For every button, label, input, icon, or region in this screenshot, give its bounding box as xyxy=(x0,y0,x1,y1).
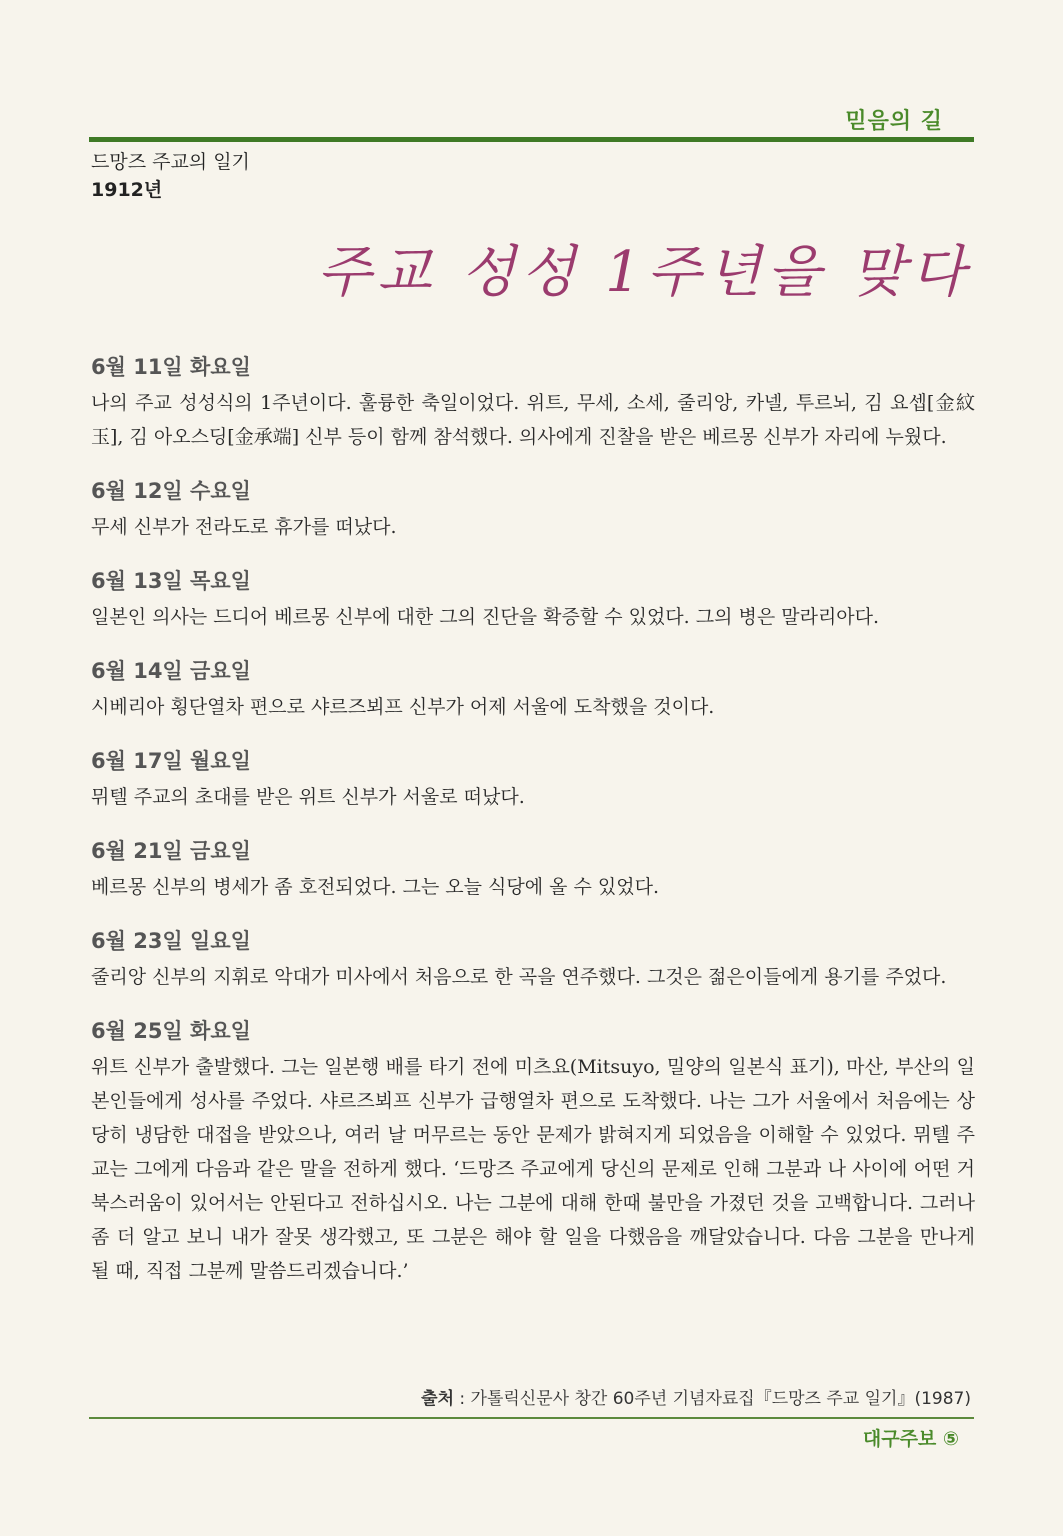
entry-text: 일본인 의사는 드디어 베르몽 신부에 대한 그의 진단을 확증할 수 있었다. 그의 병은 말라리아다. xyxy=(91,606,880,628)
section-label: 믿음의 길 xyxy=(845,109,943,134)
entry-text: 무세 신부가 전라도로 휴가를 떠났다. xyxy=(91,516,397,538)
source-citation xyxy=(421,1384,971,1409)
publication-footer: 대구주보 ⑤ xyxy=(862,1428,959,1450)
article-headline: 주교 성성 1주년을 맞다 xyxy=(317,240,971,305)
entry-date: 6월 14일 금요일 xyxy=(91,659,251,683)
series-title: 드망즈 주교의 일기 xyxy=(91,151,250,173)
diary-entry xyxy=(91,566,975,634)
entry-text: 베르몽 신부의 병세가 좀 호전되었다. 그는 오늘 식당에 올 수 있었다. xyxy=(91,876,660,898)
entry-date: 6월 12일 수요일 xyxy=(91,479,251,503)
diary-entries xyxy=(91,352,975,1310)
diary-entry xyxy=(91,1016,975,1288)
entry-date: 6월 25일 화요일 xyxy=(91,1019,251,1043)
top-divider xyxy=(89,137,974,142)
entry-date: 6월 17일 월요일 xyxy=(91,749,251,773)
entry-date: 6월 13일 목요일 xyxy=(91,569,251,593)
source-label: 출처 xyxy=(421,1389,454,1409)
bottom-divider xyxy=(89,1417,974,1419)
diary-entry xyxy=(91,352,975,454)
diary-entry xyxy=(91,926,975,994)
entry-date: 6월 21일 금요일 xyxy=(91,839,251,863)
entry-text: 위트 신부가 출발했다. 그는 일본행 배를 타기 전에 미츠요(Mitsuyo, 밀양의 일본식 표기), 마산, 부산의 일본인들에게 성사를 주었다. 샤르즈뵈프 신부가 급행열차 편으로 도착했다. 나는 그가 서울에서 처음에는 상당히 냉담한 대접을 받았으나, 여러 날 머무르는 동안 문제가 밝혀지게 되었음을 이해할 수 있었다. 뮈텔 주교는 그에게 다음과 같은 말을 전하게 했다. ‘드망즈 주교에게 당신의 문제로 인해 그분과 나 사이에 어떤 거북스러움이 있어서는 안된다고 전하십시오. 나는 그분에 대해 한때 불만을 가졌던 것을 고백합니다. 그러나 좀 더 알고 보니 내가 잘못 생각했고, 또 그분은 해야 할 일을 다했음을 깨달았습니다. 다음 그분을 만나게 될 때, 직접 그분께 말씀드리겠습니다.’ xyxy=(91,1056,975,1282)
entry-text: 줄리앙 신부의 지휘로 악대가 미사에서 처음으로 한 곡을 연주했다. 그것은 젊은이들에게 용기를 주었다. xyxy=(91,966,947,988)
entry-text: 시베리아 횡단열차 편으로 샤르즈뵈프 신부가 어제 서울에 도착했을 것이다. xyxy=(91,696,715,718)
entry-date: 6월 11일 화요일 xyxy=(91,355,251,379)
diary-entry xyxy=(91,656,975,724)
series-year: 1912년 xyxy=(91,179,163,201)
source-text: : 가톨릭신문사 창간 60주년 기념자료집『드망즈 주교 일기』(1987) xyxy=(454,1389,971,1409)
diary-entry xyxy=(91,476,975,544)
entry-text: 뮈텔 주교의 초대를 받은 위트 신부가 서울로 떠났다. xyxy=(91,786,525,808)
diary-entry xyxy=(91,746,975,814)
series-info xyxy=(91,148,250,204)
diary-entry xyxy=(91,836,975,904)
entry-text: 나의 주교 성성식의 1주년이다. 훌륭한 축일이었다. 위트, 무세, 소세, 줄리앙, 카넬, 투르뇌, 김 요셉[金紋玉], 김 아오스딩[金承端] 신부 등이 함께 참석했다. 의사에게 진찰을 받은 베르몽 신부가 자리에 누웠다. xyxy=(91,392,975,448)
entry-date: 6월 23일 일요일 xyxy=(91,929,251,953)
